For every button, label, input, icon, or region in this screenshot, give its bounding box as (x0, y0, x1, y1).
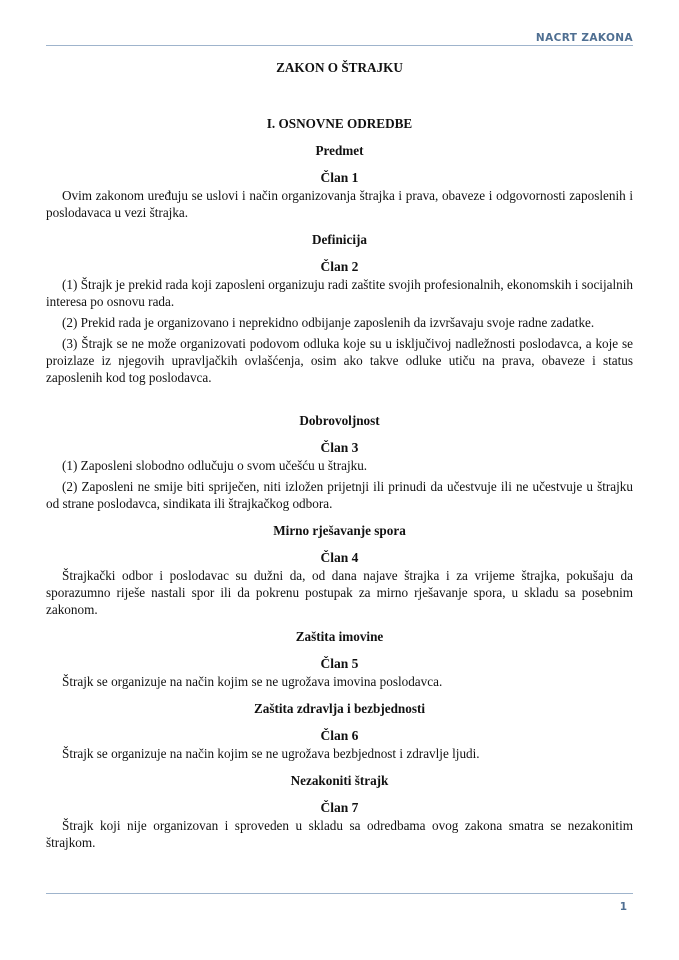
page-number: 1 (619, 901, 627, 913)
article-number: Član 2 (320, 259, 359, 274)
section-heading: Nezakoniti štrajk (290, 773, 389, 788)
section-heading: Dobrovoljnost (299, 413, 380, 428)
article-paragraph: (1) Zaposleni slobodno odlučuju o svom učešću u štrajku. (62, 458, 368, 473)
article-paragraph: (3) Štrajk se ne može organizovati podovom odluka koje su u isključivoj nadležnosti poslodavca, a koje se proizlaze iz njegovih upravljačkih ovlašćenja, osim ako takve odluke utiču na prava, obaveze i status zaposlenih kod tog poslodavca. (46, 336, 633, 385)
header-divider (46, 45, 633, 46)
article-paragraph: Ovim zakonom uređuju se uslovi i način organizovanja štrajka i prava, obaveze i odgovornosti zaposlenih i poslodavaca u vezi štrajka. (46, 188, 633, 220)
section-heading: Definicija (312, 232, 367, 247)
article-number: Član 4 (320, 550, 359, 565)
section-heading: Zaštita zdravlja i bezbjednosti (253, 701, 426, 716)
article-paragraph: (1) Štrajk je prekid rada koji zaposleni organizuju radi zaštite svojih profesionalnih, ekonomskih i socijalnih interesa po osnovu rada. (46, 277, 633, 309)
section-heading: Zaštita imovine (295, 629, 384, 644)
footer-divider (46, 893, 633, 894)
article-paragraph: Štrajkački odbor i poslodavac su dužni da, od dana najave štrajka i za vrijeme štrajka, pokušaju da sporazumno riješe nastali spor ili da pokrenu postupak za mirno rješavanje spora, u skladu sa posebnim zakonom. (46, 568, 633, 617)
article-paragraph: (2) Prekid rada je organizovano i neprekidno odbijanje zaposlenih da izvršavaju svoje radne zadatke. (62, 315, 595, 330)
article-number: Član 3 (320, 440, 359, 455)
law-title: ZAKON O ŠTRAJKU (276, 60, 403, 75)
article-number: Član 5 (320, 656, 359, 671)
section-heading: Mirno rješavanje spora (273, 523, 406, 538)
article-number: Član 6 (320, 728, 359, 743)
article-paragraph: Štrajk se organizuje na način kojim se ne ugrožava imovina poslodavca. (62, 674, 443, 689)
article-paragraph: Štrajk se organizuje na način kojim se ne ugrožava bezbjednost i zdravlje ljudi. (62, 746, 480, 761)
article-number: Član 1 (320, 170, 359, 185)
article-paragraph: (2) Zaposleni ne smije biti spriječen, niti izložen prijetnji ili prinudi da učestvuje ili ne učestvuje u štrajku od strane poslodavca, sindikata ili štrajkačkog odbora. (46, 479, 633, 511)
article-paragraph: Štrajk koji nije organizovan i sproveden u skladu sa odredbama ovog zakona smatra se nezakonitim štrajkom. (46, 818, 633, 850)
section-heading: Predmet (315, 143, 364, 158)
document-body (46, 59, 633, 851)
chapter-heading: I. OSNOVNE ODREDBE (266, 116, 413, 131)
article-number: Član 7 (320, 800, 359, 815)
draft-label: NACRT ZAKONA (535, 32, 633, 44)
